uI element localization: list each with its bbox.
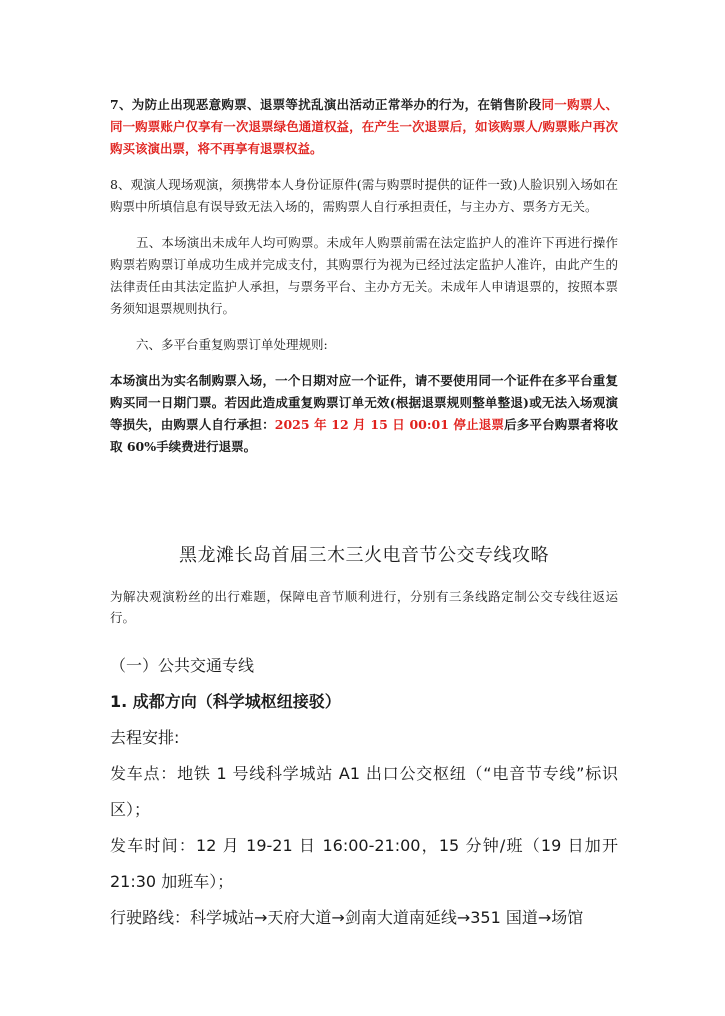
section-1-heading: （一）公共交通专线: [110, 656, 255, 675]
rule-8-paragraph: 8、观演人现场观演，须携带本人身份证原件(需与购票时提供的证件一致)人脸识别入场如在购票中所填信息有误导致无法入场的，需购票人自行承担责任，与主办方、票务方无关。: [110, 177, 618, 214]
rule-7-text: 7、为防止出现恶意购票、退票等扰乱演出活动正常举办的行为，在销售阶段: [110, 97, 542, 112]
intro-paragraph: 为解决观演粉丝的出行难题，保障电音节顺利进行，分别有三条线路定制公交专线往返运行。: [110, 589, 618, 625]
document-title: 黑龙滩长岛首届三木三火电音节公交专线攻略: [179, 545, 549, 566]
departure-point: 发车点：地铁 1 号线科学城站 A1 出口公交枢纽（“电音节专线”标识区）；: [110, 764, 618, 819]
route-1-heading: 1. 成都方向（科学城枢纽接驳）: [110, 692, 341, 711]
departure-time: 发车时间：12 月 19-21 日 16:00-21:00，15 分钟/班（19 日加开 21:30 加班车）；: [110, 836, 618, 891]
section-6-heading: 六、多平台重复购票订单处理规则:: [136, 337, 328, 352]
document-content: [110, 94, 618, 936]
rule-7-highlight: 同一购票人、同一购票账户仅享有一次退票绿色通道权益，在产生一次退票后，如该购票人/购票账户再次购买该演出票，将不再享有退票权益。: [110, 97, 618, 156]
section-6-text: 本场演出为实名制购票入场，一个日期对应一个证件，请不要使用同一个证件在多平台重复购买同一日期门票。若因此造成重复购票订单无效(根据退票规则整单整退)或无法入场观演等损失，由购票人自行承担：: [110, 373, 618, 432]
section-6-highlight: 2025 年 12 月 15 日 00:01 停止退票: [274, 417, 505, 432]
section-6-body: [110, 370, 618, 458]
section-5-paragraph: 五、本场演出未成年人均可购票。未成年人购票前需在法定监护人的准许下再进行操作购票若购票订单成功生成并完成支付，其购票行为视为已经过法定监护人准许，由此产生的法律责任由其法定监护人承担，与票务平台、主办方无关。未成年人申请退票的，按照本票务须知退票规则执行。: [110, 235, 618, 316]
route-path: 行驶路线：科学城站→天府大道→剑南大道南延线→351 国道→场馆: [110, 908, 584, 927]
outbound-heading: 去程安排:: [110, 728, 180, 747]
rule-7-paragraph: [110, 94, 618, 160]
section-6-tail: 后多平台购票者将收取 60%手续费进行退票。: [110, 417, 618, 454]
